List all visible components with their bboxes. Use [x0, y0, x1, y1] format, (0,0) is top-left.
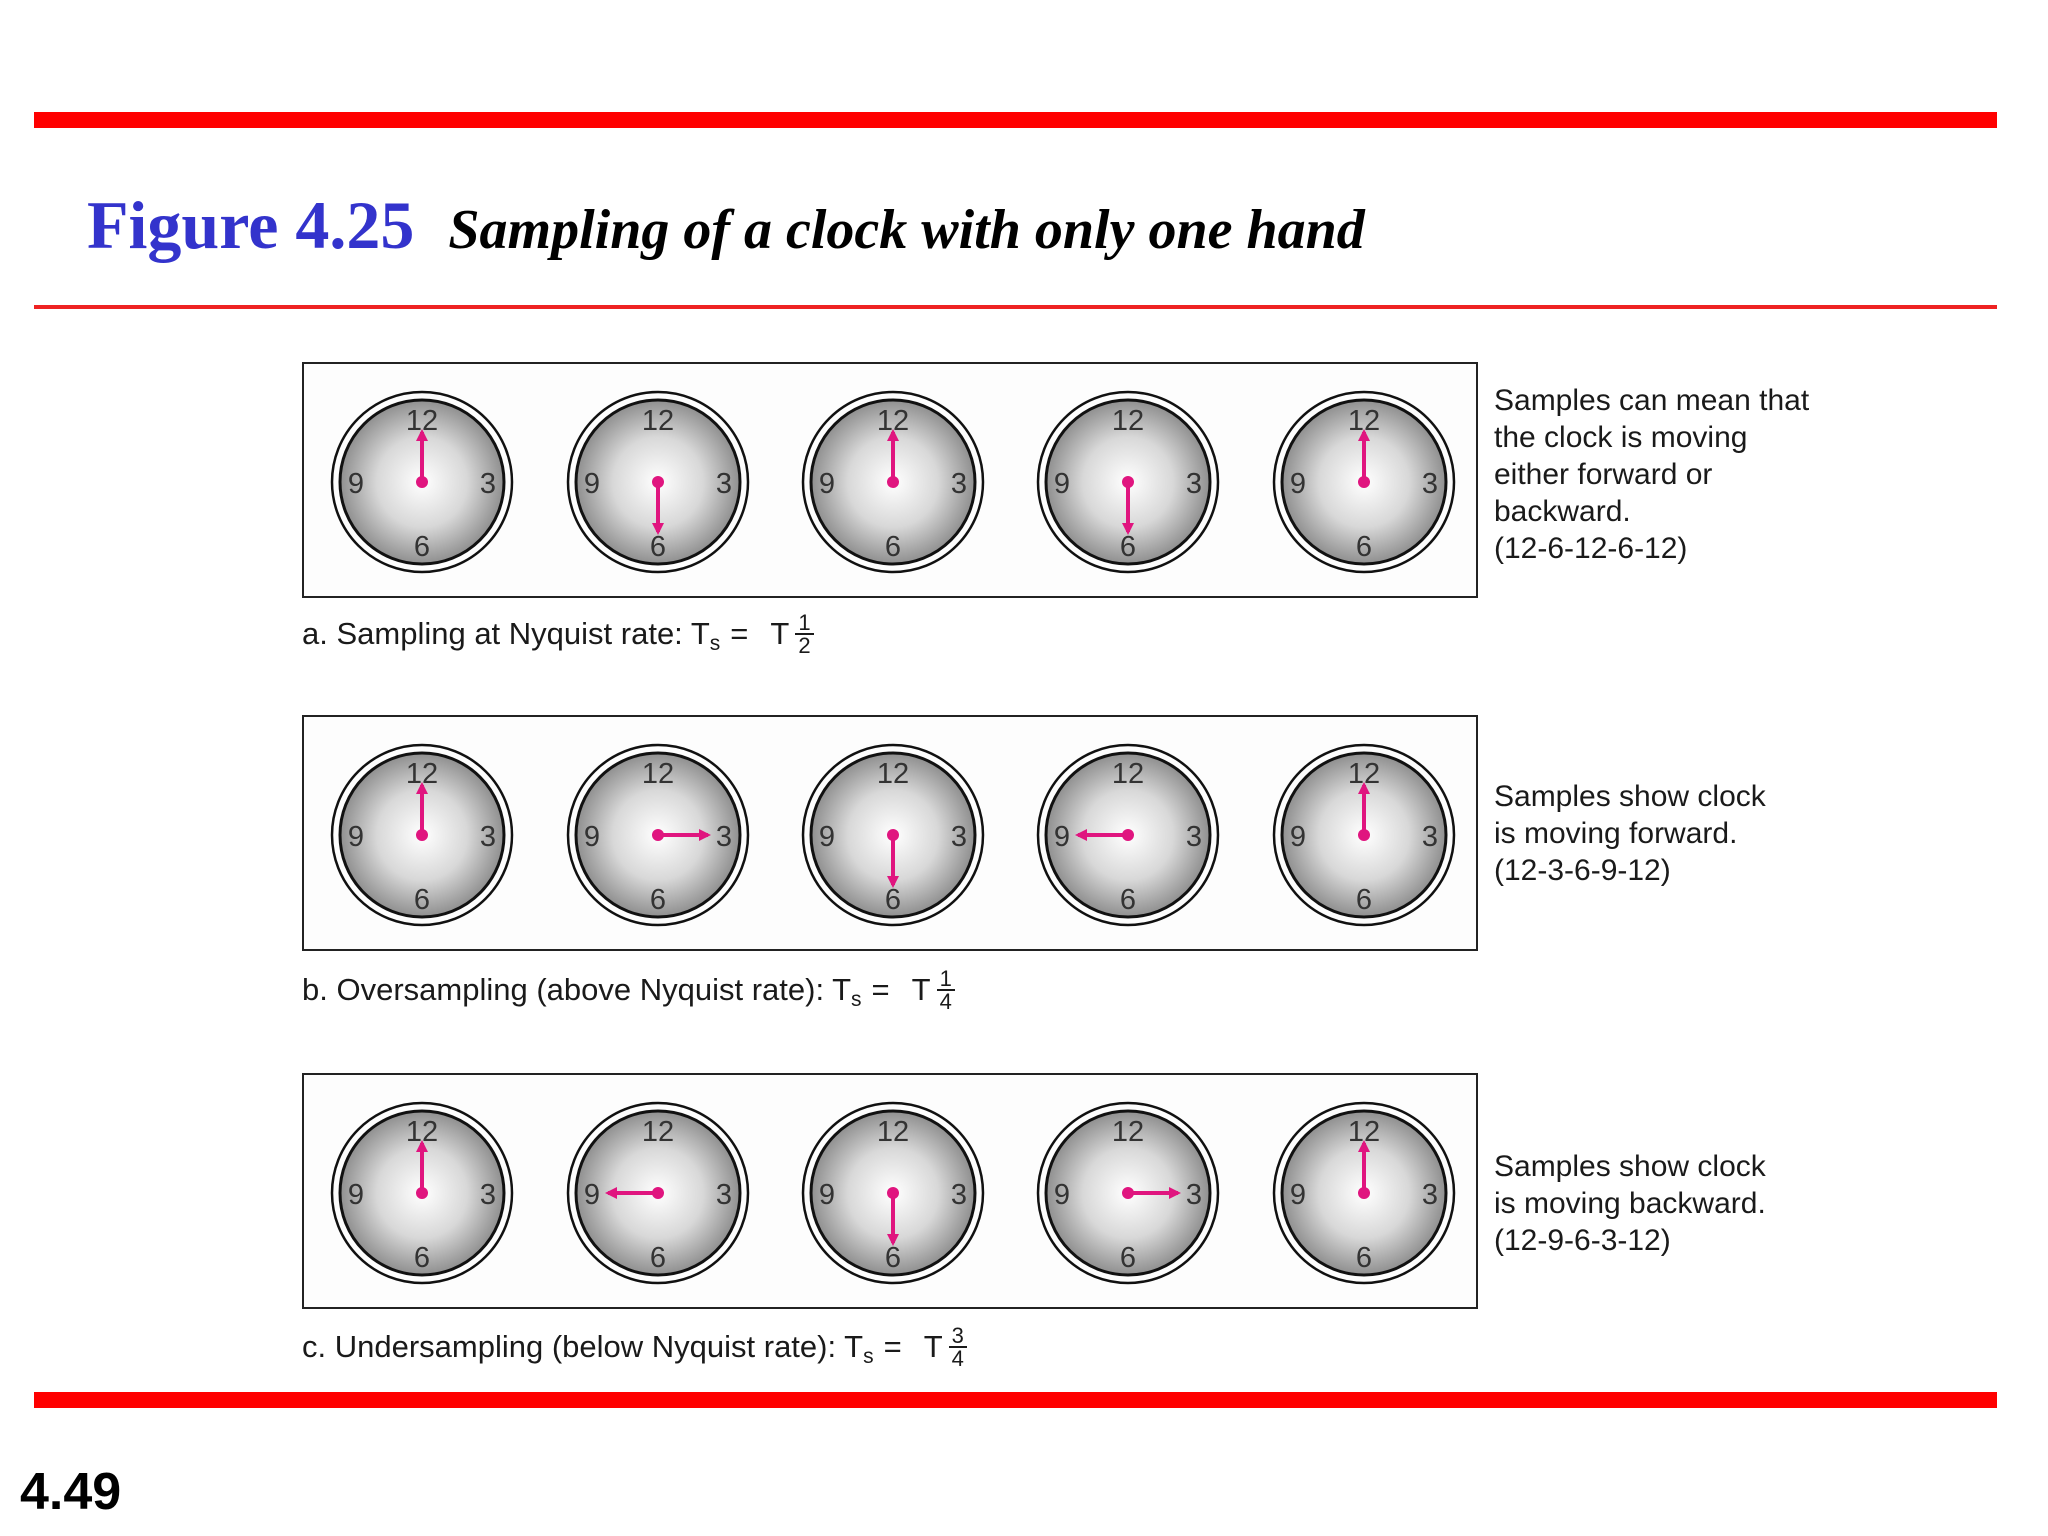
panel-c-note — [1494, 1148, 1766, 1259]
title-underline-rule — [34, 305, 1997, 309]
clock-number: 3 — [950, 1179, 968, 1211]
panel-a-subscript: s — [709, 632, 721, 655]
panel-c-period: T — [923, 1329, 943, 1364]
panel-a-box — [302, 362, 1478, 598]
clock-number: 3 — [715, 1179, 733, 1211]
panel-c-clock-1 — [332, 1103, 512, 1283]
clock-number: 9 — [583, 1179, 601, 1211]
panel-a-caption — [302, 612, 814, 656]
clock-number: 12 — [641, 758, 675, 790]
clock-hub — [1358, 476, 1370, 488]
clock-number: 12 — [876, 405, 910, 437]
panel-b-clock-4 — [1038, 745, 1218, 925]
panel-c-frac-num: 3 — [949, 1325, 967, 1348]
panel-b-subscript: s — [851, 988, 862, 1011]
panel-c-clock-4 — [1038, 1103, 1218, 1283]
panel-b-note — [1494, 778, 1766, 889]
panel-c-clock-2 — [568, 1103, 748, 1283]
panel-b-note-line: (12-3-6-9-12) — [1494, 854, 1671, 887]
panel-a-clock-3 — [803, 392, 983, 572]
clock-hub — [416, 1187, 428, 1199]
clock-hub — [1358, 829, 1370, 841]
panel-b-frac-den: 4 — [939, 989, 952, 1014]
panel-b-clocks — [304, 717, 1480, 953]
panel-a-clock-1 — [332, 392, 512, 572]
panel-b-frac-num: 1 — [937, 968, 955, 991]
clock-number: 12 — [1111, 405, 1145, 437]
panel-b-note-line: is moving forward. — [1494, 817, 1738, 850]
panel-a-caption-prefix: a. Sampling at Nyquist rate: T — [302, 616, 710, 651]
panel-c-clock-3 — [803, 1103, 983, 1283]
clock-number: 12 — [1111, 1116, 1145, 1148]
clock-number: 6 — [1355, 531, 1373, 563]
clock-number: 12 — [405, 405, 439, 437]
panel-a-clock-4 — [1038, 392, 1218, 572]
clock-number: 3 — [1185, 821, 1203, 853]
panel-b-fraction — [937, 968, 955, 1012]
clock-number: 9 — [1289, 468, 1307, 500]
clock-number: 3 — [715, 468, 733, 500]
panel-c-note-line: Samples show clock — [1494, 1150, 1766, 1183]
bottom-red-rule — [34, 1392, 1997, 1408]
clock-number: 9 — [1053, 821, 1071, 853]
clock-number: 6 — [1119, 884, 1137, 916]
clock-hub — [652, 476, 664, 488]
clock-number: 6 — [649, 1242, 667, 1274]
clock-number: 6 — [884, 1242, 902, 1274]
panel-c-frac-den: 4 — [951, 1346, 964, 1371]
panel-c-clock-5 — [1274, 1103, 1454, 1283]
panel-b-period: T — [911, 972, 931, 1007]
clock-hub — [652, 829, 664, 841]
clock-number: 3 — [479, 821, 497, 853]
clock-hub — [887, 829, 899, 841]
clock-hub — [887, 1187, 899, 1199]
panel-b-clock-3 — [803, 745, 983, 925]
panel-b-equals: = — [871, 972, 890, 1007]
clock-hub — [1358, 1187, 1370, 1199]
clock-number: 12 — [1347, 758, 1381, 790]
panel-b-clock-1 — [332, 745, 512, 925]
clock-number: 3 — [1185, 1179, 1203, 1211]
clock-number: 3 — [950, 468, 968, 500]
panel-b-box — [302, 715, 1478, 951]
clock-number: 3 — [950, 821, 968, 853]
clock-number: 6 — [649, 884, 667, 916]
clock-number: 12 — [641, 1116, 675, 1148]
clock-number: 9 — [347, 468, 365, 500]
clock-hub — [887, 476, 899, 488]
panel-a-note — [1494, 382, 1809, 567]
panel-c-clocks — [304, 1075, 1480, 1311]
top-red-rule — [34, 112, 1997, 128]
clock-number: 6 — [413, 1242, 431, 1274]
clock-number: 12 — [405, 1116, 439, 1148]
panel-c-subscript: s — [863, 1345, 874, 1368]
clock-number: 6 — [413, 884, 431, 916]
clock-hub — [416, 476, 428, 488]
figure-caption: Sampling of a clock with only one hand — [448, 199, 1365, 261]
panel-b-caption — [302, 968, 955, 1012]
panel-c-note-line: is moving backward. — [1494, 1187, 1766, 1220]
panel-c-box — [302, 1073, 1478, 1309]
panel-a-note-line: (12-6-12-6-12) — [1494, 532, 1688, 565]
figure-number: Figure 4.25 — [87, 187, 415, 263]
clock-number: 9 — [818, 821, 836, 853]
clock-number: 9 — [818, 1179, 836, 1211]
panel-a-note-line: the clock is moving — [1494, 421, 1748, 454]
clock-number: 12 — [1347, 1116, 1381, 1148]
clock-number: 9 — [583, 821, 601, 853]
clock-number: 9 — [818, 468, 836, 500]
clock-number: 12 — [405, 758, 439, 790]
clock-number: 6 — [1119, 1242, 1137, 1274]
panel-c-equals: = — [883, 1329, 902, 1364]
panel-a-frac-den: 2 — [798, 633, 811, 658]
panel-b-caption-prefix: b. Oversampling (above Nyquist rate): T — [302, 972, 852, 1007]
panel-a-clock-5 — [1274, 392, 1454, 572]
panel-b-clock-2 — [568, 745, 748, 925]
clock-number: 6 — [1355, 1242, 1373, 1274]
clock-number: 6 — [884, 531, 902, 563]
clock-number: 9 — [347, 1179, 365, 1211]
panel-c-caption-prefix: c. Undersampling (below Nyquist rate): T — [302, 1329, 864, 1364]
clock-number: 9 — [583, 468, 601, 500]
panel-a-fraction — [795, 612, 813, 656]
clock-number: 12 — [1347, 405, 1381, 437]
clock-number: 3 — [1185, 468, 1203, 500]
clock-number: 9 — [1289, 1179, 1307, 1211]
clock-hub — [416, 829, 428, 841]
clock-number: 6 — [1119, 531, 1137, 563]
panel-c-caption — [302, 1325, 967, 1369]
clock-number: 9 — [1289, 821, 1307, 853]
clock-hub — [652, 1187, 664, 1199]
panel-c-fraction — [949, 1325, 967, 1369]
clock-number: 6 — [884, 884, 902, 916]
clock-number: 6 — [649, 531, 667, 563]
panel-a-note-line: either forward or — [1494, 458, 1713, 491]
clock-number: 6 — [1355, 884, 1373, 916]
clock-number: 3 — [1421, 468, 1439, 500]
clock-number: 3 — [715, 821, 733, 853]
panel-a-period: T — [770, 616, 790, 651]
panel-b-clock-5 — [1274, 745, 1454, 925]
panel-a-note-line: Samples can mean that — [1494, 384, 1810, 417]
clock-number: 3 — [479, 468, 497, 500]
page-number: 4.49 — [20, 1463, 122, 1521]
clock-number: 6 — [413, 531, 431, 563]
clock-hub — [1122, 1187, 1134, 1199]
panel-a-clock-2 — [568, 392, 748, 572]
clock-number: 12 — [876, 758, 910, 790]
clock-hub — [1122, 829, 1134, 841]
panel-a-equals: = — [730, 616, 749, 651]
panel-c-note-line: (12-9-6-3-12) — [1494, 1224, 1671, 1257]
clock-number: 3 — [1421, 821, 1439, 853]
clock-number: 9 — [1053, 468, 1071, 500]
clock-number: 9 — [347, 821, 365, 853]
clock-number: 3 — [479, 1179, 497, 1211]
clock-number: 9 — [1053, 1179, 1071, 1211]
clock-number: 3 — [1421, 1179, 1439, 1211]
clock-number: 12 — [641, 405, 675, 437]
panel-a-frac-num: 1 — [795, 612, 813, 635]
clock-number: 12 — [1111, 758, 1145, 790]
clock-hub — [1122, 476, 1134, 488]
panel-a-clocks — [304, 364, 1480, 600]
panel-a-note-line: backward. — [1494, 495, 1631, 528]
figure-title — [87, 186, 1365, 276]
clock-number: 12 — [876, 1116, 910, 1148]
panel-b-note-line: Samples show clock — [1494, 780, 1766, 813]
